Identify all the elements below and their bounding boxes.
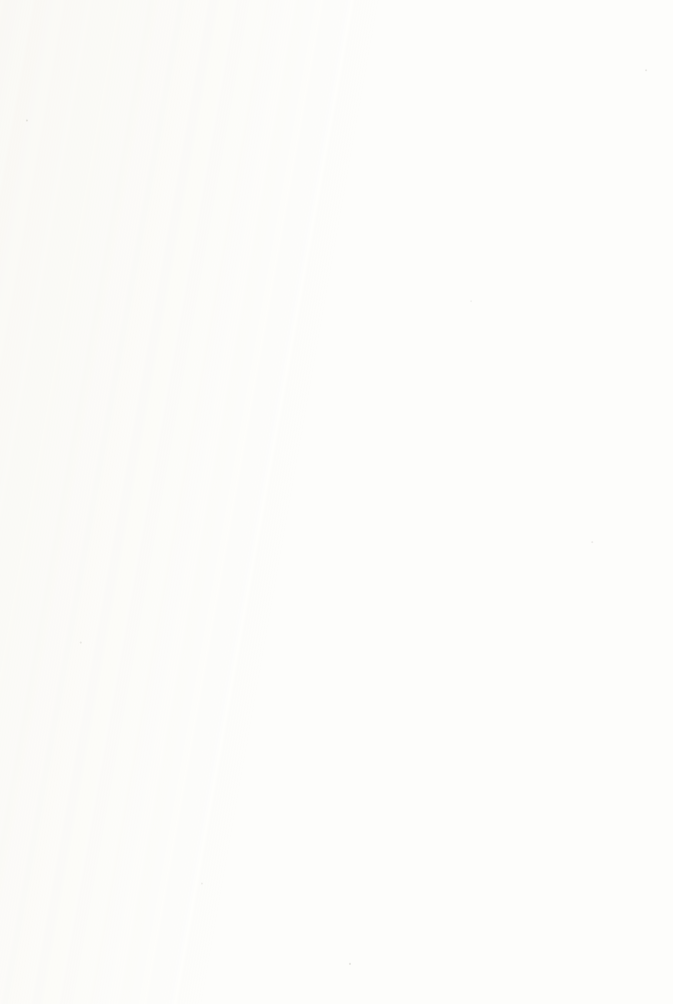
text-block <box>62 0 614 92</box>
running-head <box>62 34 614 78</box>
